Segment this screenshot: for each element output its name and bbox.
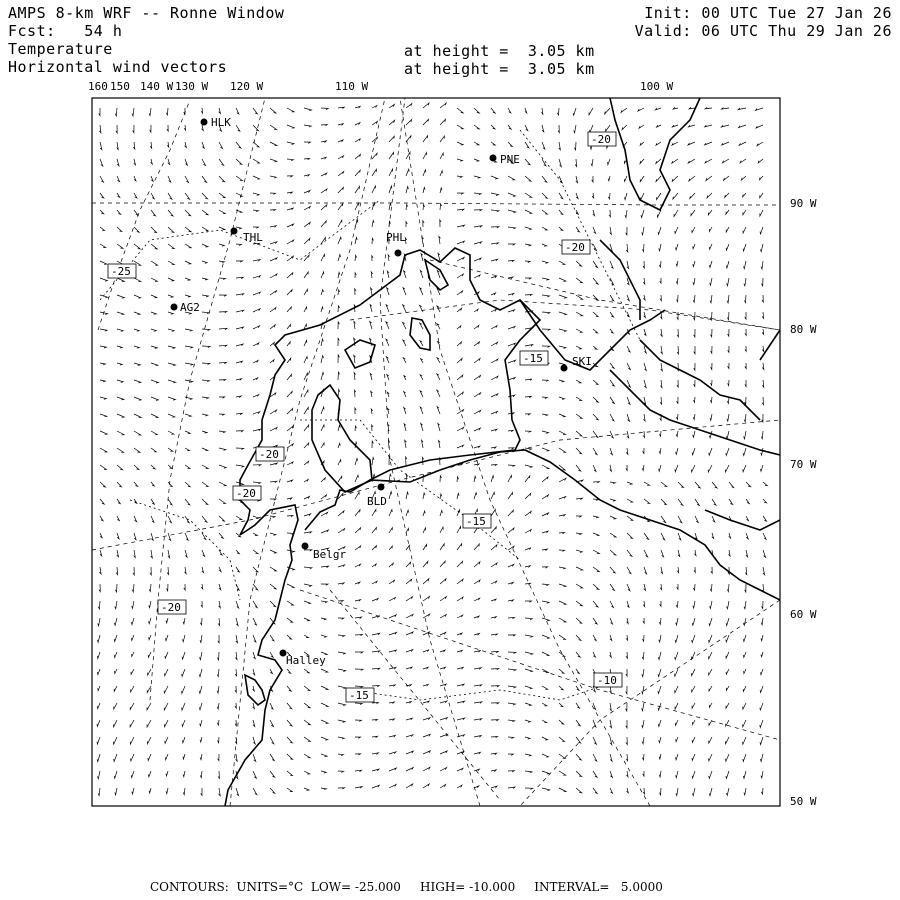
lon-label-130w: 130 W (175, 80, 209, 93)
wind-vector-field (97, 103, 767, 796)
init-time: Init: 00 UTC Tue 27 Jan 26 (644, 4, 892, 22)
svg-text:HLK: HLK (211, 116, 231, 129)
svg-text:-15: -15 (466, 515, 486, 528)
valid-time: Valid: 06 UTC Thu 29 Jan 26 (634, 22, 892, 40)
coastline (225, 98, 780, 806)
station-pne (490, 153, 520, 166)
svg-text:Belgr: Belgr (313, 548, 347, 561)
svg-text:-25: -25 (111, 265, 131, 278)
contour-high: HIGH= -10.000 (420, 880, 516, 894)
svg-text:-10: -10 (597, 674, 617, 687)
station-phl (386, 231, 406, 257)
field-temperature: Temperature (8, 40, 113, 58)
lon-label-140w: 140 W (140, 80, 174, 93)
svg-text:PHL: PHL (386, 231, 406, 244)
station-halley (280, 650, 327, 668)
svg-text:-20: -20 (591, 133, 611, 146)
height-temperature: at height = 3.05 km (404, 42, 595, 60)
contour-units: UNITS=°C (236, 880, 304, 894)
svg-text:-20: -20 (161, 601, 181, 614)
contour-label (594, 673, 622, 687)
contour-interval: INTERVAL= 5.0000 (534, 880, 663, 894)
forecast-label: Fcst: (8, 22, 56, 40)
contour-label (588, 132, 616, 146)
contour-label (233, 486, 261, 500)
station-belgr (302, 543, 347, 562)
contour-labels (108, 132, 622, 702)
svg-text:-15: -15 (349, 689, 369, 702)
contour-label (108, 264, 136, 278)
svg-text:AG2: AG2 (180, 301, 200, 314)
contour-legend (150, 880, 663, 894)
lon-label-160: 160 (88, 80, 108, 93)
field-wind-vectors: Horizontal wind vectors (8, 58, 228, 76)
contours-label: CONTOURS: (150, 880, 229, 894)
height-wind: at height = 3.05 km (404, 60, 595, 78)
contour-label (463, 514, 491, 528)
lon-label-150: 150 (110, 80, 130, 93)
map-title: AMPS 8-km WRF -- Ronne Window (8, 4, 285, 22)
lon-label-100w: 100 W (640, 80, 674, 93)
contour-label (158, 600, 186, 614)
station-ag2 (171, 301, 200, 314)
wind-vectors (97, 103, 767, 796)
contour-label (256, 447, 284, 461)
svg-text:BLD: BLD (367, 495, 387, 508)
svg-text:-15: -15 (523, 352, 543, 365)
lon-label-90w: 90 W (790, 197, 817, 210)
top-longitude-labels (88, 80, 673, 93)
svg-text:-20: -20 (236, 487, 256, 500)
svg-text:PNE: PNE (500, 153, 520, 166)
right-longitude-labels (790, 197, 817, 808)
svg-text:-20: -20 (259, 448, 279, 461)
contour-label (346, 688, 374, 702)
svg-text:Halley: Halley (286, 654, 326, 667)
lon-label-120w: 120 W (230, 80, 264, 93)
svg-text:-20: -20 (565, 241, 585, 254)
contour-label (562, 240, 590, 254)
contour-label (520, 351, 548, 365)
lon-label-50w: 50 W (790, 795, 817, 808)
lon-label-60w: 60 W (790, 608, 817, 621)
station-bld (367, 484, 387, 509)
svg-text:THL: THL (243, 231, 263, 244)
lon-label-80w: 80 W (790, 323, 817, 336)
lon-label-110w: 110 W (335, 80, 369, 93)
station-hlk (201, 116, 232, 129)
svg-text:SKI: SKI (572, 355, 592, 368)
contour-low: LOW= -25.000 (310, 880, 401, 894)
lon-label-70w: 70 W (790, 458, 817, 471)
temperature-contours (100, 130, 640, 700)
forecast-hours: 54 h (84, 22, 123, 40)
